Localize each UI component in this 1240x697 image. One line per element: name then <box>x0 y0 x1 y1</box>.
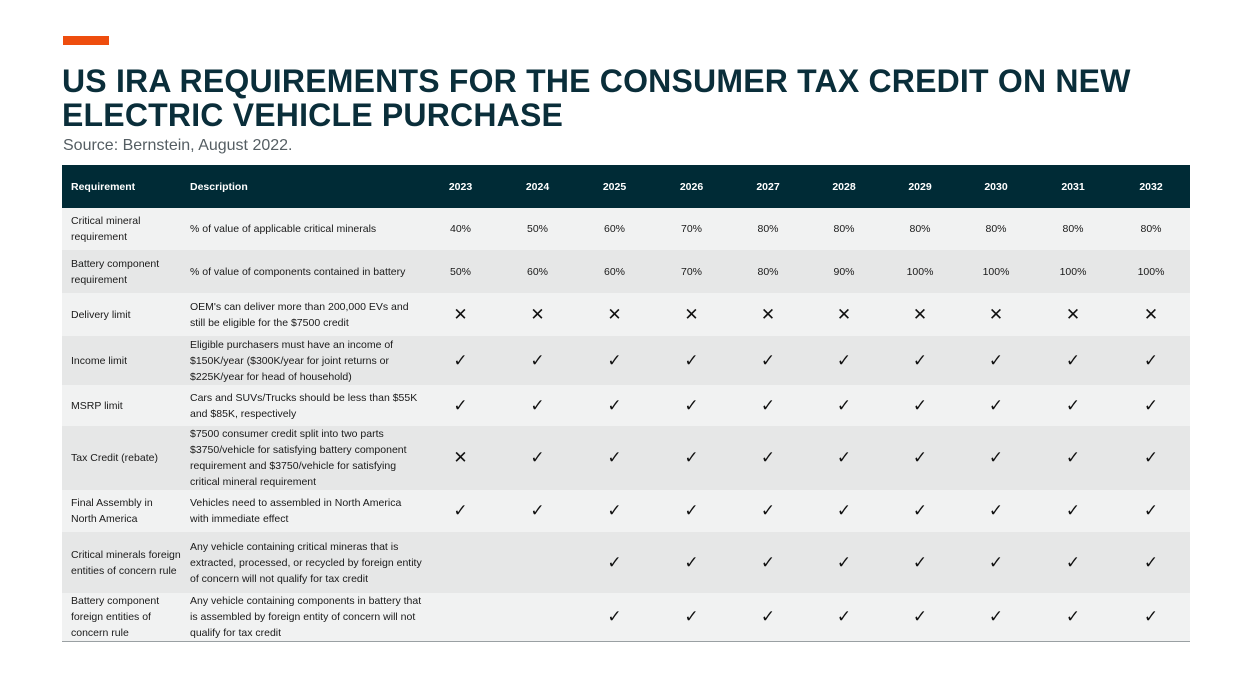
check-icon: ✓ <box>1112 385 1190 426</box>
description-cell: Vehicles need to assembled in North America with immediate effect <box>181 490 422 532</box>
check-icon: ✓ <box>653 426 730 490</box>
requirement-cell: Income limit <box>62 336 181 385</box>
check-icon: ✓ <box>576 532 653 593</box>
check-icon: ✓ <box>958 532 1034 593</box>
header-year: 2028 <box>806 165 882 208</box>
description-cell: % of value of applicable critical minerals <box>181 208 422 250</box>
check-icon: ✓ <box>1034 532 1112 593</box>
requirement-cell: MSRP limit <box>62 385 181 426</box>
description-cell: Eligible purchasers must have an income of $150K/year ($300K/year for joint returns or $225K/year for head of household) <box>181 336 422 385</box>
year-value-cell: 50% <box>422 250 499 293</box>
table-header-row <box>62 165 1190 208</box>
check-icon: ✓ <box>1112 593 1190 642</box>
check-icon: ✓ <box>499 336 576 385</box>
check-icon: ✓ <box>576 336 653 385</box>
check-icon: ✓ <box>576 490 653 532</box>
check-icon: ✓ <box>958 426 1034 490</box>
check-icon: ✓ <box>653 385 730 426</box>
check-icon: ✓ <box>730 426 806 490</box>
year-value-cell: 70% <box>653 208 730 250</box>
table-row <box>62 385 1190 426</box>
requirement-cell: Delivery limit <box>62 293 181 336</box>
description-cell: $7500 consumer credit split into two parts $3750/vehicle for satisfying battery component requirement and $3750/vehicle for satisfying critical mineral requirement <box>181 426 422 490</box>
requirement-cell: Critical minerals foreign entities of concern rule <box>62 532 181 593</box>
year-value-cell: 80% <box>1034 208 1112 250</box>
year-value-cell <box>422 593 499 642</box>
cross-icon: ✕ <box>806 293 882 336</box>
source-note: Source: Bernstein, August 2022. <box>63 137 293 154</box>
year-value-cell: 80% <box>1112 208 1190 250</box>
check-icon: ✓ <box>882 336 958 385</box>
check-icon: ✓ <box>882 490 958 532</box>
check-icon: ✓ <box>653 490 730 532</box>
requirement-cell: Tax Credit (rebate) <box>62 426 181 490</box>
description-cell: % of value of components contained in battery <box>181 250 422 293</box>
check-icon: ✓ <box>499 385 576 426</box>
description-cell: OEM's can deliver more than 200,000 EVs and still be eligible for the $7500 credit <box>181 293 422 336</box>
check-icon: ✓ <box>806 593 882 642</box>
year-value-cell: 100% <box>882 250 958 293</box>
check-icon: ✓ <box>422 385 499 426</box>
check-icon: ✓ <box>806 385 882 426</box>
check-icon: ✓ <box>1034 426 1112 490</box>
check-icon: ✓ <box>730 336 806 385</box>
header-year: 2030 <box>958 165 1034 208</box>
header-year: 2026 <box>653 165 730 208</box>
check-icon: ✓ <box>958 385 1034 426</box>
cross-icon: ✕ <box>499 293 576 336</box>
header-year: 2023 <box>422 165 499 208</box>
check-icon: ✓ <box>422 336 499 385</box>
check-icon: ✓ <box>730 532 806 593</box>
check-icon: ✓ <box>958 490 1034 532</box>
table-row <box>62 250 1190 293</box>
check-icon: ✓ <box>882 532 958 593</box>
check-icon: ✓ <box>1034 336 1112 385</box>
year-value-cell: 80% <box>882 208 958 250</box>
check-icon: ✓ <box>806 490 882 532</box>
description-cell: Any vehicle containing components in battery that is assembled by foreign entity of concern will not qualify for tax credit <box>181 593 422 642</box>
header-year: 2025 <box>576 165 653 208</box>
cross-icon: ✕ <box>882 293 958 336</box>
year-value-cell: 80% <box>730 208 806 250</box>
year-value-cell: 90% <box>806 250 882 293</box>
check-icon: ✓ <box>882 385 958 426</box>
check-icon: ✓ <box>653 593 730 642</box>
header-year: 2032 <box>1112 165 1190 208</box>
header-year: 2027 <box>730 165 806 208</box>
year-value-cell: 40% <box>422 208 499 250</box>
requirement-cell: Critical mineral requirement <box>62 208 181 250</box>
cross-icon: ✕ <box>958 293 1034 336</box>
check-icon: ✓ <box>576 593 653 642</box>
check-icon: ✓ <box>499 426 576 490</box>
check-icon: ✓ <box>499 490 576 532</box>
check-icon: ✓ <box>1034 385 1112 426</box>
year-value-cell: 100% <box>958 250 1034 293</box>
description-cell: Cars and SUVs/Trucks should be less than $55K and $85K, respectively <box>181 385 422 426</box>
year-value-cell: 80% <box>958 208 1034 250</box>
cross-icon: ✕ <box>1112 293 1190 336</box>
cross-icon: ✕ <box>422 426 499 490</box>
year-value-cell: 100% <box>1112 250 1190 293</box>
table-row <box>62 532 1190 593</box>
check-icon: ✓ <box>576 385 653 426</box>
check-icon: ✓ <box>1112 532 1190 593</box>
year-value-cell: 80% <box>806 208 882 250</box>
check-icon: ✓ <box>1112 490 1190 532</box>
table-row <box>62 293 1190 336</box>
year-value-cell: 50% <box>499 208 576 250</box>
year-value-cell <box>499 593 576 642</box>
requirements-table <box>62 165 1190 642</box>
year-value-cell: 80% <box>730 250 806 293</box>
check-icon: ✓ <box>730 490 806 532</box>
accent-bar <box>63 36 109 45</box>
year-value-cell <box>499 532 576 593</box>
cross-icon: ✕ <box>422 293 499 336</box>
check-icon: ✓ <box>958 593 1034 642</box>
check-icon: ✓ <box>422 490 499 532</box>
year-value-cell: 100% <box>1034 250 1112 293</box>
table-row <box>62 426 1190 490</box>
table-row <box>62 336 1190 385</box>
year-value-cell: 60% <box>576 250 653 293</box>
requirement-cell: Battery component requirement <box>62 250 181 293</box>
check-icon: ✓ <box>1112 336 1190 385</box>
year-value-cell: 60% <box>499 250 576 293</box>
header-year: 2024 <box>499 165 576 208</box>
header-description: Description <box>181 165 422 208</box>
check-icon: ✓ <box>730 593 806 642</box>
check-icon: ✓ <box>958 336 1034 385</box>
requirement-cell: Battery component foreign entities of concern rule <box>62 593 181 642</box>
year-value-cell: 70% <box>653 250 730 293</box>
description-cell: Any vehicle containing critical mineras that is extracted, processed, or recycled by foreign entity of concern will not qualify for tax credit <box>181 532 422 593</box>
check-icon: ✓ <box>576 426 653 490</box>
check-icon: ✓ <box>653 336 730 385</box>
check-icon: ✓ <box>1034 593 1112 642</box>
check-icon: ✓ <box>1034 490 1112 532</box>
header-year: 2031 <box>1034 165 1112 208</box>
check-icon: ✓ <box>653 532 730 593</box>
check-icon: ✓ <box>882 426 958 490</box>
table-row <box>62 208 1190 250</box>
check-icon: ✓ <box>882 593 958 642</box>
page-title: US IRA REQUIREMENTS FOR THE CONSUMER TAX CREDIT ON NEW ELECTRIC VEHICLE PURCHASE <box>62 63 1131 133</box>
cross-icon: ✕ <box>653 293 730 336</box>
check-icon: ✓ <box>806 336 882 385</box>
check-icon: ✓ <box>806 426 882 490</box>
check-icon: ✓ <box>806 532 882 593</box>
year-value-cell <box>422 532 499 593</box>
requirement-cell: Final Assembly in North America <box>62 490 181 532</box>
cross-icon: ✕ <box>730 293 806 336</box>
table-row <box>62 593 1190 642</box>
cross-icon: ✕ <box>576 293 653 336</box>
cross-icon: ✕ <box>1034 293 1112 336</box>
check-icon: ✓ <box>730 385 806 426</box>
table-row <box>62 490 1190 532</box>
check-icon: ✓ <box>1112 426 1190 490</box>
header-requirement: Requirement <box>62 165 181 208</box>
year-value-cell: 60% <box>576 208 653 250</box>
header-year: 2029 <box>882 165 958 208</box>
